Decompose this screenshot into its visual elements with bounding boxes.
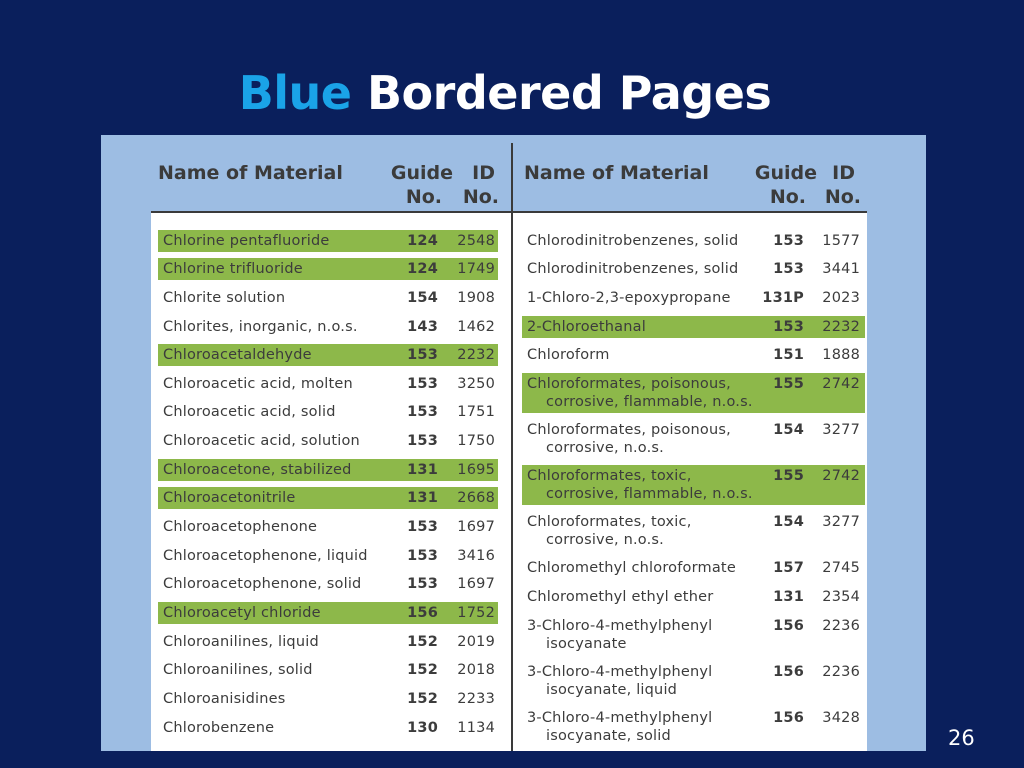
left-row bbox=[158, 459, 498, 481]
guidebook-page-image bbox=[101, 135, 926, 751]
left-header-id-1: ID bbox=[472, 162, 495, 184]
right-header-id-1: ID bbox=[832, 162, 855, 184]
material-name: Chloroform bbox=[527, 347, 610, 363]
right-header-guide-1: Guide bbox=[754, 162, 817, 184]
guide-number: 157 bbox=[773, 560, 804, 576]
material-name-continued: isocyanate bbox=[546, 636, 627, 652]
guide-number: 153 bbox=[407, 433, 438, 449]
right-header-name: Name of Material bbox=[524, 162, 709, 184]
left-header-id-2: No. bbox=[462, 186, 499, 208]
material-name: 3-Chloro-4-methylphenyl bbox=[527, 664, 713, 680]
left-row bbox=[158, 545, 498, 567]
guide-number: 155 bbox=[773, 468, 804, 484]
left-row bbox=[158, 659, 498, 681]
left-row bbox=[158, 258, 498, 280]
guide-number: 152 bbox=[407, 662, 438, 678]
left-row bbox=[158, 487, 498, 509]
id-number: 2019 bbox=[457, 634, 495, 650]
material-name: Chlorites, inorganic, n.o.s. bbox=[163, 319, 358, 335]
guide-number: 131P bbox=[762, 290, 804, 306]
id-number: 1908 bbox=[457, 290, 495, 306]
id-number: 1462 bbox=[457, 319, 495, 335]
guide-number: 156 bbox=[407, 605, 438, 621]
material-name: Chloroformates, poisonous, bbox=[527, 376, 731, 392]
id-number: 2232 bbox=[822, 319, 860, 335]
right-row bbox=[522, 344, 865, 366]
id-number: 1749 bbox=[457, 261, 495, 277]
left-row bbox=[158, 316, 498, 338]
material-name: 3-Chloro-4-methylphenyl bbox=[527, 618, 713, 634]
id-number: 3277 bbox=[822, 422, 860, 438]
id-number: 2354 bbox=[822, 589, 860, 605]
id-number: 2745 bbox=[822, 560, 860, 576]
right-header-guide-2: No. bbox=[769, 186, 806, 208]
id-number: 3277 bbox=[822, 514, 860, 530]
guide-number: 154 bbox=[407, 290, 438, 306]
material-name: Chloroacetone, stabilized bbox=[163, 462, 352, 478]
id-number: 2548 bbox=[457, 233, 495, 249]
left-row bbox=[158, 401, 498, 423]
guide-number: 131 bbox=[407, 462, 438, 478]
material-name: Chloroacetaldehyde bbox=[163, 347, 312, 363]
material-name: Chloroanilines, solid bbox=[163, 662, 313, 678]
header-rule bbox=[151, 211, 867, 213]
guide-number: 156 bbox=[773, 618, 804, 634]
right-row bbox=[522, 707, 865, 747]
right-row bbox=[522, 661, 865, 701]
right-row bbox=[522, 316, 865, 338]
guide-number: 153 bbox=[773, 319, 804, 335]
material-name: Chloroacetophenone, solid bbox=[163, 576, 362, 592]
right-row bbox=[522, 230, 865, 252]
guide-number: 153 bbox=[407, 376, 438, 392]
left-header-guide-1: Guide bbox=[390, 162, 453, 184]
guide-number: 152 bbox=[407, 691, 438, 707]
guide-number: 130 bbox=[407, 720, 438, 736]
guide-number: 131 bbox=[407, 490, 438, 506]
id-number: 2742 bbox=[822, 468, 860, 484]
left-row bbox=[158, 430, 498, 452]
guide-number: 153 bbox=[773, 261, 804, 277]
guide-number: 153 bbox=[407, 548, 438, 564]
right-row bbox=[522, 287, 865, 309]
guide-number: 153 bbox=[773, 233, 804, 249]
material-name-continued: corrosive, flammable, n.o.s. bbox=[546, 486, 753, 502]
id-number: 2742 bbox=[822, 376, 860, 392]
material-name: Chloroacetophenone bbox=[163, 519, 318, 535]
right-row bbox=[522, 511, 865, 551]
material-name: Chlorobenzene bbox=[163, 720, 275, 736]
right-row bbox=[522, 258, 865, 280]
left-row bbox=[158, 516, 498, 538]
material-name-continued: isocyanate, liquid bbox=[546, 682, 678, 698]
material-name: Chlorodinitrobenzenes, solid bbox=[527, 261, 739, 277]
id-number: 3441 bbox=[822, 261, 860, 277]
left-row bbox=[158, 373, 498, 395]
left-row bbox=[158, 688, 498, 710]
material-name: 3-Chloro-4-methylphenyl bbox=[527, 710, 713, 726]
material-name: Chloromethyl chloroformate bbox=[527, 560, 736, 576]
material-name-continued: corrosive, flammable, n.o.s. bbox=[546, 394, 753, 410]
right-row bbox=[522, 373, 865, 413]
material-name: Chloroacetonitrile bbox=[163, 490, 296, 506]
right-row bbox=[522, 615, 865, 655]
guide-number: 124 bbox=[407, 233, 438, 249]
id-number: 2236 bbox=[822, 618, 860, 634]
material-name: Chlorodinitrobenzenes, solid bbox=[527, 233, 739, 249]
left-row bbox=[158, 602, 498, 624]
left-row bbox=[158, 287, 498, 309]
blue-border-right bbox=[867, 135, 926, 751]
id-number: 2023 bbox=[822, 290, 860, 306]
id-number: 1752 bbox=[457, 605, 495, 621]
id-number: 1134 bbox=[457, 720, 495, 736]
left-row bbox=[158, 230, 498, 252]
id-number: 3416 bbox=[457, 548, 495, 564]
material-name: Chloroacetic acid, solution bbox=[163, 433, 360, 449]
material-name: 2-Chloroethanal bbox=[527, 319, 646, 335]
left-row bbox=[158, 573, 498, 595]
id-number: 1697 bbox=[457, 519, 495, 535]
guide-number: 153 bbox=[407, 519, 438, 535]
right-header-id-2: No. bbox=[824, 186, 861, 208]
material-name: Chlorine pentafluoride bbox=[163, 233, 330, 249]
id-number: 2236 bbox=[822, 664, 860, 680]
right-row bbox=[522, 586, 865, 608]
left-header-guide-2: No. bbox=[405, 186, 442, 208]
material-name-continued: isocyanate, solid bbox=[546, 728, 671, 744]
id-number: 1888 bbox=[822, 347, 860, 363]
guide-number: 153 bbox=[407, 404, 438, 420]
material-name-continued: corrosive, n.o.s. bbox=[546, 532, 664, 548]
material-name: Chloroacetophenone, liquid bbox=[163, 548, 368, 564]
slide-page-number: 26 bbox=[948, 726, 975, 750]
left-header-name: Name of Material bbox=[158, 162, 343, 184]
material-name: Chloroformates, poisonous, bbox=[527, 422, 731, 438]
slide-title-rest: Bordered Pages bbox=[366, 66, 772, 120]
id-number: 1751 bbox=[457, 404, 495, 420]
right-row bbox=[522, 419, 865, 459]
id-number: 2233 bbox=[457, 691, 495, 707]
material-name: Chloromethyl ethyl ether bbox=[527, 589, 714, 605]
id-number: 2018 bbox=[457, 662, 495, 678]
material-name-continued: corrosive, n.o.s. bbox=[546, 440, 664, 456]
slide-title-accent: Blue bbox=[238, 66, 352, 120]
material-name: Chloroacetyl chloride bbox=[163, 605, 321, 621]
guide-number: 143 bbox=[407, 319, 438, 335]
id-number: 3250 bbox=[457, 376, 495, 392]
slide-title bbox=[0, 66, 1010, 120]
guide-number: 156 bbox=[773, 664, 804, 680]
material-name: Chloroformates, toxic, bbox=[527, 514, 692, 530]
material-name: 1-Chloro-2,3-epoxypropane bbox=[527, 290, 731, 306]
right-row bbox=[522, 557, 865, 579]
guide-number: 124 bbox=[407, 261, 438, 277]
guide-number: 153 bbox=[407, 576, 438, 592]
id-number: 1577 bbox=[822, 233, 860, 249]
material-name: Chloroformates, toxic, bbox=[527, 468, 692, 484]
material-name: Chloroanisidines bbox=[163, 691, 286, 707]
id-number: 1697 bbox=[457, 576, 495, 592]
right-row bbox=[522, 465, 865, 505]
left-row bbox=[158, 344, 498, 366]
id-number: 2668 bbox=[457, 490, 495, 506]
id-number: 3428 bbox=[822, 710, 860, 726]
guide-number: 152 bbox=[407, 634, 438, 650]
guide-number: 154 bbox=[773, 514, 804, 530]
material-name: Chlorine trifluoride bbox=[163, 261, 303, 277]
guide-number: 131 bbox=[773, 589, 804, 605]
guide-number: 156 bbox=[773, 710, 804, 726]
material-name: Chloroacetic acid, molten bbox=[163, 376, 353, 392]
material-name: Chlorite solution bbox=[163, 290, 286, 306]
left-row bbox=[158, 717, 498, 739]
id-number: 1750 bbox=[457, 433, 495, 449]
guide-number: 153 bbox=[407, 347, 438, 363]
blue-border-left bbox=[101, 135, 151, 751]
id-number: 1695 bbox=[457, 462, 495, 478]
column-divider bbox=[511, 143, 513, 751]
material-name: Chloroanilines, liquid bbox=[163, 634, 319, 650]
left-row bbox=[158, 631, 498, 653]
material-name: Chloroacetic acid, solid bbox=[163, 404, 336, 420]
guide-number: 154 bbox=[773, 422, 804, 438]
guide-number: 155 bbox=[773, 376, 804, 392]
id-number: 2232 bbox=[457, 347, 495, 363]
guide-number: 151 bbox=[773, 347, 804, 363]
